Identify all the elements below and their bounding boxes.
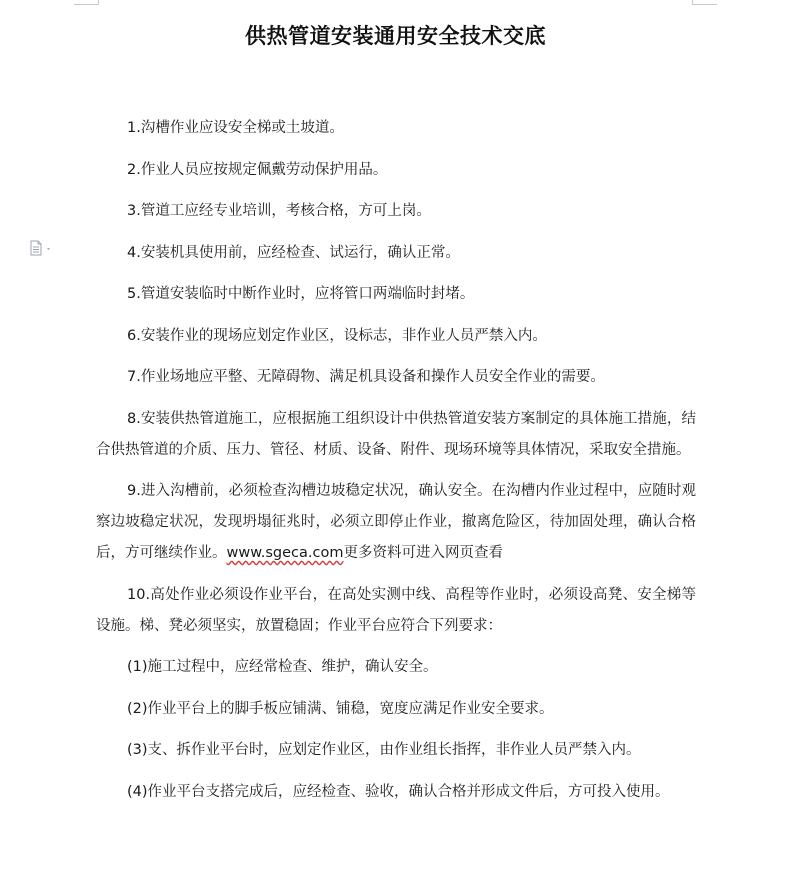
document-body [96,113,696,808]
requirement-2: (2)作业平台上的脚手板应铺满、铺稳，宽度应满足作业安全要求。 [127,700,554,717]
paragraph-7: 7.作业场地应平整、无障碍物、满足机具设备和操作人员安全作业的需要。 [127,369,605,385]
paragraph-6: 6.安装作业的现场应划定作业区，设标志，非作业人员严禁入内。 [127,327,547,344]
paragraph-9-tail: 更多资料可进入网页查看 [343,545,503,561]
website-link[interactable]: www.sgeca.com [226,545,344,561]
paragraph-9-text: 9.进入沟槽前，必须检查沟槽边坡稳定状况，确认安全。在沟槽内作业过程中，应随时观察边坡稳定状况，发现坍塌征兆时，必须立即停止作业，撤离危险区，待加固处理，确认合格后，方可继续作业。 [96,483,696,561]
paragraph-2: 2.作业人员应按规定佩戴劳动保护用品。 [127,161,388,178]
requirement-3: (3)支、拆作业平台时，应划定作业区，由作业组长指挥，非作业人员严禁入内。 [127,742,641,758]
document-title: 供热管道安装通用安全技术交底 [245,24,546,48]
paragraph-5: 5.管道安装临时中断作业时，应将管口两端临时封堵。 [127,286,475,302]
paragraph-3: 3.管道工应经专业培训，考核合格，方可上岗。 [127,203,431,219]
paragraph-10: 10.高处作业必须设作业平台，在高处实测中线、高程等作业时，必须设高凳、安全梯等设施。梯、凳必须坚实，放置稳固；作业平台应符合下列要求： [96,586,696,634]
paragraph-9 [96,476,696,569]
page-margin-mark-right [692,0,717,5]
paragraph-1: 1.沟槽作业应设安全梯或土坡道。 [127,120,344,136]
paragraph-4: 4.安装机具使用前，应经检查、试运行，确认正常。 [127,244,460,261]
document-paragraph-icon[interactable] [29,240,55,256]
paragraph-8: 8.安装供热管道施工，应根据施工组织设计中供热管道安装方案制定的具体施工措施，结合供热管道的介质、压力、管径、材质、设备、附件、现场环境等具体情况，采取安全措施。 [96,410,696,458]
page-margin-mark-left [74,0,99,5]
requirement-1: (1)施工过程中，应经常检查、维护，确认安全。 [127,659,438,675]
requirement-4: (4)作业平台支搭完成后，应经检查、验收，确认合格并形成文件后，方可投入使用。 [127,783,670,800]
